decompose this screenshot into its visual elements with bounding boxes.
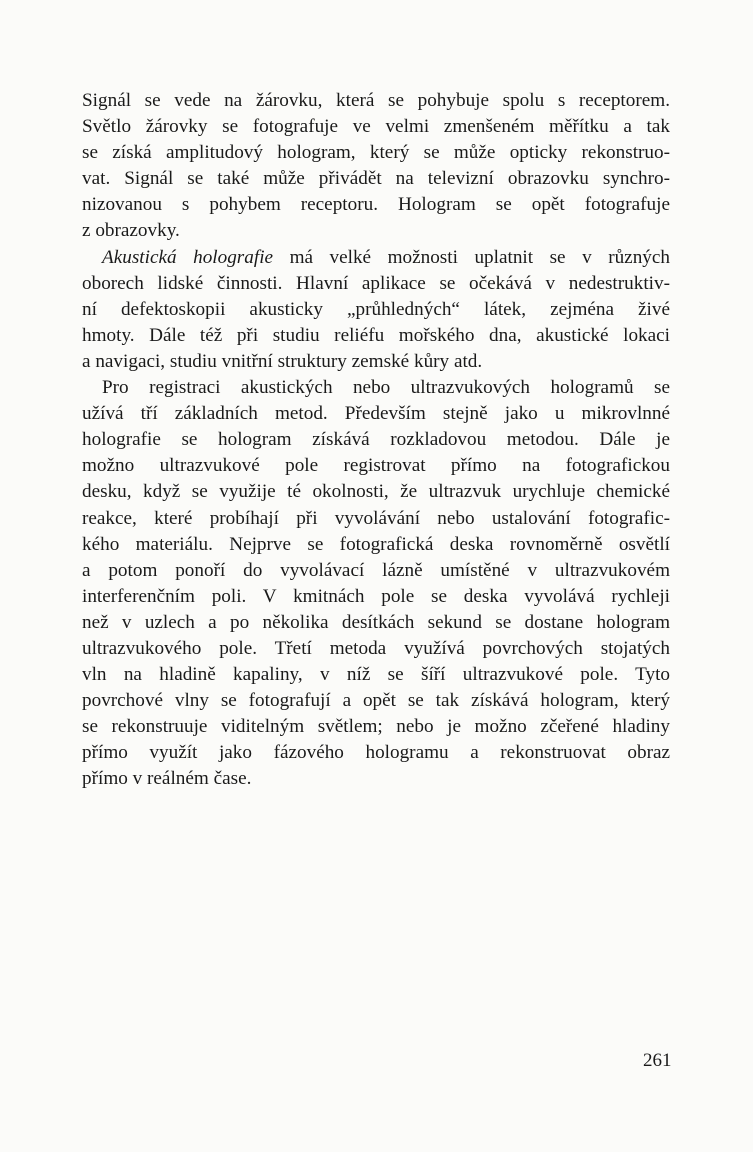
- text-line: [82, 584, 670, 610]
- line-text: a potom ponoří do vyvolávací lázně umístěné v ultrazvukovém: [82, 559, 670, 581]
- line-text: Pro registraci akustických nebo ultrazvukových hologramů se: [102, 377, 670, 399]
- text-line: [82, 349, 670, 375]
- line-text: užívá tří základních metod. Především stejně jako u mikrovlnné: [82, 403, 670, 425]
- text-line: [82, 766, 670, 792]
- text-line: [82, 506, 670, 532]
- text-line: [82, 140, 670, 166]
- text-line: [82, 218, 670, 244]
- text-line: [82, 166, 670, 192]
- italic-term: Akustická holografie: [102, 246, 274, 268]
- text-line: [82, 453, 670, 479]
- text-line: [82, 479, 670, 505]
- line-text: nizovanou s pohybem receptoru. Hologram se opět fotografuje: [82, 194, 670, 216]
- line-text: desku, když se využije té okolnosti, že ultrazvuk urychluje chemické: [82, 481, 670, 503]
- line-text: povrchové vlny se fotografují a opět se tak získává hologram, který: [82, 690, 670, 712]
- text-line: [82, 740, 670, 766]
- line-text: ní defektoskopii akusticky „průhledných“ látek, zejména živé: [82, 298, 670, 320]
- line-text: interferenčním poli. V kmitnách pole se deska vyvolává rychleji: [82, 585, 670, 607]
- text-line: [82, 636, 670, 662]
- line-text: přímo využít jako fázového hologramu a rekonstruovat obraz: [82, 742, 670, 764]
- line-text: reakce, které probíhají při vyvolávání nebo ustalování fotografic-: [82, 507, 670, 529]
- line-text: než v uzlech a po několika desítkách sekund se dostane hologram: [82, 611, 670, 633]
- line-text: Světlo žárovky se fotografuje ve velmi zmenšeném měřítku a tak: [82, 116, 670, 138]
- text-line: [82, 532, 670, 558]
- line-text: a navigaci, studiu vnitřní struktury zemské kůry atd.: [82, 350, 483, 372]
- text-line: [82, 688, 670, 714]
- line-text: možno ultrazvukové pole registrovat přímo na fotografickou: [82, 455, 670, 477]
- line-text: přímo v reálném čase.: [82, 768, 252, 790]
- line-text: vln na hladině kapaliny, v níž se šíří ultrazvukové pole. Tyto: [82, 664, 670, 686]
- text-line: [82, 192, 670, 218]
- text-line: [82, 427, 670, 453]
- line-text: Signál se vede na žárovku, která se pohybuje spolu s receptorem.: [82, 90, 670, 111]
- line-text: vat. Signál se také může přivádět na televizní obrazovku synchro-: [82, 168, 670, 190]
- text-line: [82, 297, 670, 323]
- text-line: [82, 323, 670, 349]
- text-line: [82, 245, 670, 271]
- line-text: ultrazvukového pole. Třetí metoda využívá povrchových stojatých: [82, 637, 670, 659]
- line-text: z obrazovky.: [82, 220, 180, 242]
- line-text: oborech lidské činnosti. Hlavní aplikace se očekává v nedestruktiv-: [82, 272, 670, 294]
- text-line: [82, 88, 670, 114]
- text-line: [82, 662, 670, 688]
- text-line: [82, 114, 670, 140]
- body-text: [82, 88, 670, 793]
- text-line: [82, 401, 670, 427]
- text-line: [82, 714, 670, 740]
- text-line: [82, 375, 670, 401]
- line-text: holografie se hologram získává rozkladovou metodou. Dále je: [82, 429, 670, 451]
- line-text: se získá amplitudový hologram, který se může opticky rekonstruo-: [82, 142, 670, 164]
- line-text: se rekonstruuje viditelným světlem; nebo je možno zčeřené hladiny: [82, 716, 670, 738]
- text-line: [82, 558, 670, 584]
- line-text: kého materiálu. Nejprve se fotografická deska rovnoměrně osvětlí: [82, 533, 670, 555]
- line-text: hmoty. Dále též při studiu reliéfu mořského dna, akustické lokaci: [82, 324, 670, 346]
- text-line: [82, 610, 670, 636]
- text-line: [82, 271, 670, 297]
- page-number: 261: [643, 1050, 672, 1071]
- line-text: má velké možnosti uplatnit se v různých: [273, 246, 670, 268]
